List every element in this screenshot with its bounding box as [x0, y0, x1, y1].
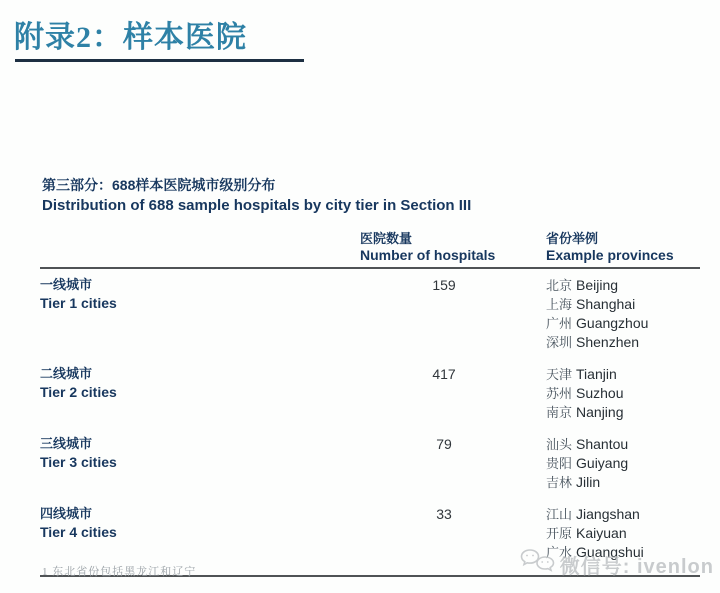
- table-row-tier1: [40, 276, 700, 352]
- province-en: Nanjing: [576, 404, 624, 420]
- province-line: [546, 473, 700, 492]
- tier-label-cn: 二线城市: [40, 366, 93, 381]
- province-en: Shenzhen: [576, 334, 640, 350]
- province-line: [546, 505, 700, 524]
- tier-label: [40, 365, 360, 422]
- hospital-count: 417: [432, 366, 456, 382]
- header-hospitals: [360, 230, 546, 264]
- province-cn: 苏州: [546, 386, 573, 401]
- province-en: Guangshui: [576, 544, 644, 560]
- province-line: [546, 435, 700, 454]
- province-en: Jiangshan: [576, 506, 640, 522]
- tier-label: [40, 505, 360, 562]
- province-cn: 天津: [546, 367, 573, 382]
- section-heading-cn: 第三部分：688样本医院城市级别分布: [42, 177, 276, 193]
- province-en: Shantou: [576, 436, 629, 452]
- table-body: [40, 269, 700, 577]
- tier-label-cn: 一线城市: [40, 277, 93, 292]
- table-row-tier2: [40, 365, 700, 422]
- tier-label-cn: 三线城市: [40, 436, 93, 451]
- province-line: [546, 314, 700, 333]
- table-header-row: [40, 230, 700, 269]
- province-cn: 广州: [546, 316, 573, 331]
- province-line: [546, 365, 700, 384]
- province-cn: 贵阳: [546, 456, 573, 471]
- header-provinces-en: Example provinces: [546, 247, 674, 263]
- province-cn: 吉林: [546, 475, 573, 490]
- hospital-count: 79: [436, 436, 452, 452]
- tier-label-en: Tier 4 cities: [40, 524, 117, 540]
- header-spacer: [40, 230, 360, 264]
- province-line: [546, 295, 700, 314]
- tier-label-en: Tier 1 cities: [40, 295, 117, 311]
- hospital-tier-table: [40, 230, 700, 577]
- page-title: 附录2：样本医院: [14, 21, 247, 54]
- watermark-text: 微信号: ivenlon: [559, 556, 714, 578]
- province-cn: 深圳: [546, 335, 573, 350]
- province-line: [546, 403, 700, 422]
- province-cn: 北京: [546, 278, 573, 293]
- section-heading: [42, 175, 471, 217]
- province-examples: [546, 276, 700, 352]
- wechat-bubbles-icon: [520, 548, 556, 581]
- tier-label: [40, 276, 360, 352]
- tier-label-en: Tier 2 cities: [40, 384, 117, 400]
- province-en: Guiyang: [576, 455, 629, 471]
- province-examples: [546, 435, 700, 492]
- province-en: Shanghai: [576, 296, 636, 312]
- hospital-count: 33: [436, 506, 452, 522]
- province-cn: 开原: [546, 526, 573, 541]
- province-line: [546, 333, 700, 352]
- province-line: [546, 524, 700, 543]
- header-provinces-cn: 省份举例: [546, 231, 599, 246]
- province-en: Jilin: [576, 474, 601, 490]
- province-cn: 上海: [546, 297, 573, 312]
- province-examples: [546, 365, 700, 422]
- tier-label-cn: 四线城市: [40, 506, 93, 521]
- tier-label-en: Tier 3 cities: [40, 454, 117, 470]
- province-cn: 江山: [546, 507, 573, 522]
- header-provinces: [546, 230, 700, 264]
- header-hospitals-cn: 医院数量: [360, 231, 413, 246]
- table-row-tier3: [40, 435, 700, 492]
- tier-label: [40, 435, 360, 492]
- province-cn: 南京: [546, 405, 573, 420]
- province-line: [546, 276, 700, 295]
- header-hospitals-en: Number of hospitals: [360, 247, 496, 263]
- province-en: Beijing: [576, 277, 619, 293]
- province-line: [546, 454, 700, 473]
- province-en: Tianjin: [576, 366, 617, 382]
- section-heading-en: Distribution of 688 sample hospitals by city tier in Section III: [42, 197, 472, 214]
- province-en: Suzhou: [576, 385, 624, 401]
- province-en: Guangzhou: [576, 315, 649, 331]
- footnote: 1 东北省份包括黑龙江和辽宁: [42, 566, 197, 578]
- province-line: [546, 384, 700, 403]
- province-en: Kaiyuan: [576, 525, 627, 541]
- hospital-count: 159: [432, 277, 456, 293]
- province-cn: 广水: [546, 545, 573, 560]
- title-underline: [15, 59, 304, 62]
- wechat-watermark: [520, 548, 714, 581]
- province-cn: 汕头: [546, 437, 573, 452]
